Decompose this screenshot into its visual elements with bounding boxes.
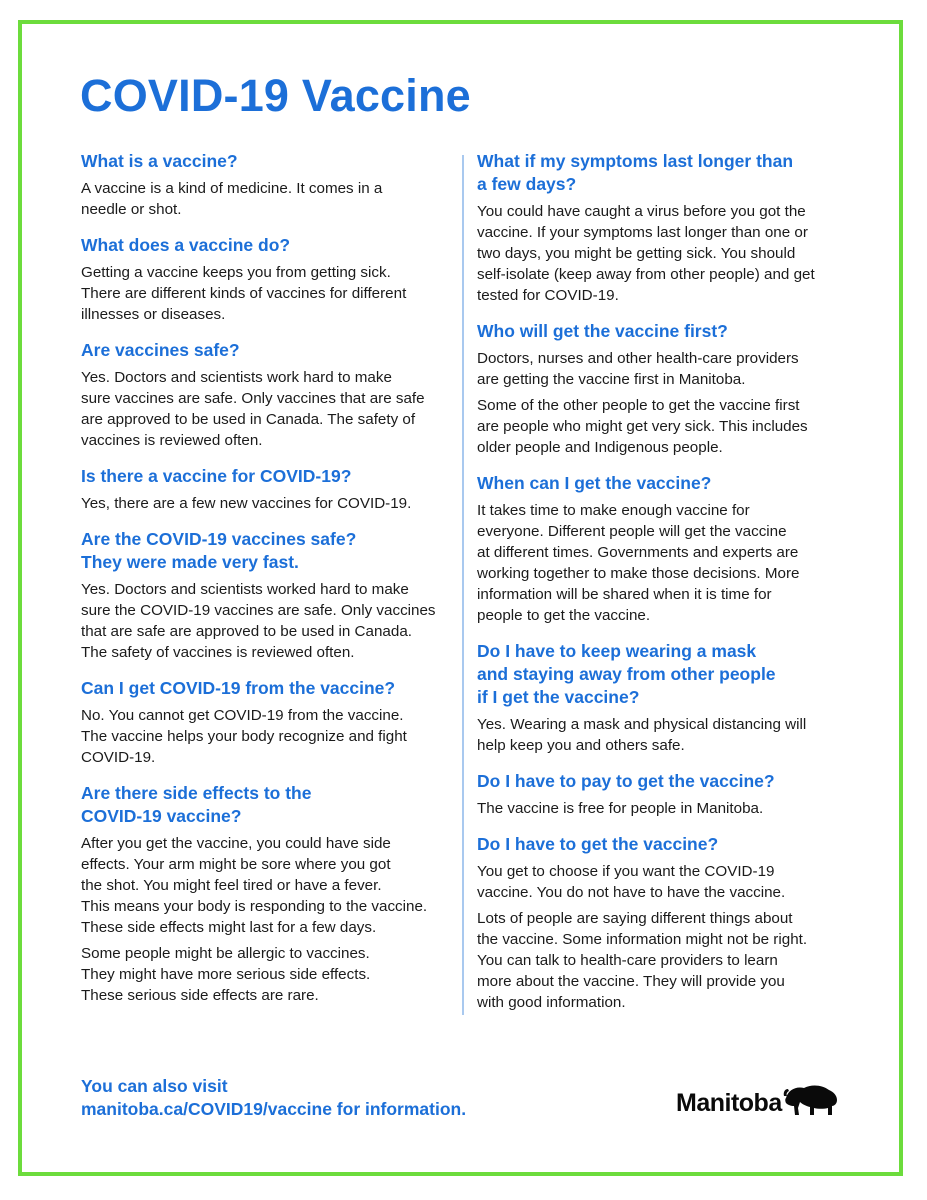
qa-block bbox=[477, 150, 847, 306]
answer-paragraph: Yes. Wearing a mask and physical distancing will help keep you and others safe. bbox=[477, 716, 807, 754]
qa-block bbox=[477, 320, 847, 458]
footer-link[interactable]: manitoba.ca/COVID19/vaccine for information. bbox=[81, 1099, 467, 1119]
answer-paragraph: After you get the vaccine, you could have side effects. Your arm might be sore where you got the shot. You might feel tired or have a fever. This means your body is responding to the vaccine. These side effects might last for a few days. bbox=[81, 835, 428, 936]
answer-paragraph: You get to choose if you want the COVID-19 vaccine. You do not have to have the vaccine. bbox=[477, 863, 786, 901]
question-heading: Are there side effects to the COVID-19 vaccine? bbox=[81, 783, 312, 826]
answer-paragraph: Yes. Doctors and scientists worked hard to make sure the COVID-19 vaccines are safe. Only vaccines that are safe are approved to be used in Canada. The safety of vaccines is reviewed often. bbox=[81, 581, 436, 661]
answer-paragraph: Getting a vaccine keeps you from getting sick. There are different kinds of vaccines for different illnesses or diseases. bbox=[81, 264, 407, 323]
question-heading: Is there a vaccine for COVID-19? bbox=[81, 466, 352, 486]
footer-note bbox=[81, 1075, 466, 1121]
qa-block bbox=[81, 677, 453, 768]
answer-paragraph: Some people might be allergic to vaccines. They might have more serious side effects. These serious side effects are rare. bbox=[81, 945, 371, 1004]
question-heading: What is a vaccine? bbox=[81, 151, 238, 171]
question-heading: What does a vaccine do? bbox=[81, 235, 291, 255]
question-heading: Are vaccines safe? bbox=[81, 340, 240, 360]
question-heading: Do I have to get the vaccine? bbox=[477, 834, 719, 854]
question-heading: Can I get COVID-19 from the vaccine? bbox=[81, 678, 396, 698]
question-heading: What if my symptoms last longer than a few days? bbox=[477, 151, 794, 194]
question-heading: Who will get the vaccine first? bbox=[477, 321, 728, 341]
qa-block bbox=[477, 472, 847, 626]
answer-paragraph: Lots of people are saying different things about the vaccine. Some information might not be right. You can talk to health-care providers to learn more about the vaccine. They will provide you with good information. bbox=[477, 910, 808, 1011]
qa-block bbox=[81, 782, 453, 1006]
column-divider bbox=[462, 155, 464, 1015]
footer-line-1: You can also visit bbox=[81, 1076, 228, 1096]
qa-block bbox=[81, 339, 453, 451]
answer-paragraph: You could have caught a virus before you got the vaccine. If your symptoms last longer than one or two days, you might be getting sick. You should self-isolate (keep away from other people) and get tested for COVID-19. bbox=[477, 203, 815, 304]
page-title: COVID-19 Vaccine bbox=[80, 70, 471, 121]
question-heading: Are the COVID-19 vaccines safe? They were made very fast. bbox=[81, 529, 357, 572]
answer-paragraph: Yes, there are a few new vaccines for COVID-19. bbox=[81, 495, 412, 512]
question-heading: When can I get the vaccine? bbox=[477, 473, 712, 493]
answer-paragraph: Some of the other people to get the vaccine first are people who might get very sick. This includes older people and Indigenous people. bbox=[477, 397, 808, 456]
right-column bbox=[477, 150, 847, 1027]
qa-block bbox=[81, 465, 453, 514]
question-heading: Do I have to keep wearing a mask and staying away from other people if I get the vaccine? bbox=[477, 641, 776, 707]
qa-block bbox=[81, 150, 453, 220]
answer-paragraph: Doctors, nurses and other health-care providers are getting the vaccine first in Manitoba. bbox=[477, 350, 799, 388]
bison-icon bbox=[782, 1082, 840, 1118]
question-heading: Do I have to pay to get the vaccine? bbox=[477, 771, 775, 791]
answer-paragraph: No. You cannot get COVID-19 from the vaccine. The vaccine helps your body recognize and fight COVID-19. bbox=[81, 707, 407, 766]
qa-block bbox=[477, 770, 847, 819]
answer-paragraph: It takes time to make enough vaccine for everyone. Different people will get the vaccine at different times. Governments and experts are working together to make those decisions. More information will be shared when it is time for people to get the vaccine. bbox=[477, 502, 800, 624]
logo-wordmark: Manitoba bbox=[676, 1089, 782, 1117]
answer-paragraph: The vaccine is free for people in Manitoba. bbox=[477, 800, 764, 817]
qa-block bbox=[81, 528, 453, 663]
manitoba-logo bbox=[676, 1082, 840, 1118]
qa-block bbox=[477, 833, 847, 1013]
answer-paragraph: Yes. Doctors and scientists work hard to make sure vaccines are safe. Only vaccines that are safe are approved to be used in Canada. The safety of vaccines is reviewed often. bbox=[81, 369, 425, 449]
answer-paragraph: A vaccine is a kind of medicine. It comes in a needle or shot. bbox=[81, 180, 383, 218]
qa-block bbox=[81, 234, 453, 325]
left-column bbox=[81, 150, 453, 1020]
qa-block bbox=[477, 640, 847, 756]
